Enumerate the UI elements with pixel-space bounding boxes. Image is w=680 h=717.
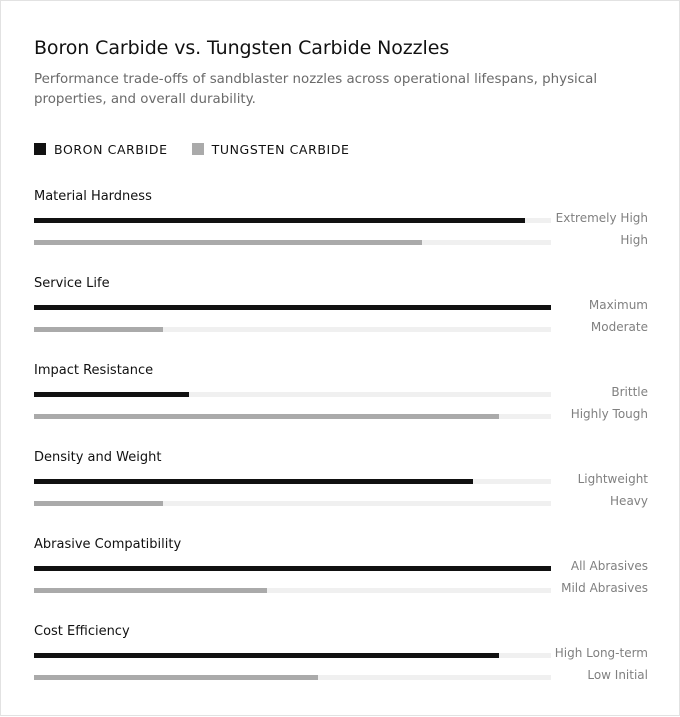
metric-label-impact-resistance: Impact Resistance xyxy=(34,363,154,378)
value-label-material-hardness-boron-carbide: Extremely High xyxy=(555,211,648,225)
bar-cost-efficiency-boron-carbide xyxy=(34,653,499,658)
value-label-density-and-weight-tungsten-carbide: Heavy xyxy=(610,494,648,508)
bar-track-impact-resistance-boron-carbide xyxy=(34,392,551,397)
value-label-abrasive-compatibility-boron-carbide: All Abrasives xyxy=(570,559,648,573)
bar-track-density-and-weight-tungsten-carbide xyxy=(34,501,551,506)
metric-label-material-hardness: Material Hardness xyxy=(34,189,152,204)
chart-title: Boron Carbide vs. Tungsten Carbide Nozzles xyxy=(34,37,450,59)
value-label-service-life-tungsten-carbide: Moderate xyxy=(590,320,648,334)
metric-label-density-and-weight: Density and Weight xyxy=(34,450,162,465)
bar-impact-resistance-tungsten-carbide xyxy=(34,414,499,419)
bar-track-service-life-boron-carbide xyxy=(34,305,551,310)
bar-cost-efficiency-tungsten-carbide xyxy=(34,675,318,680)
metric-label-abrasive-compatibility: Abrasive Compatibility xyxy=(34,537,182,552)
bar-abrasive-compatibility-boron-carbide xyxy=(34,566,551,571)
chart-subtitle: Performance trade-offs of sandblaster nozzles across operational lifespans, physical properties, and overall durability. xyxy=(34,72,598,107)
legend-label-boron-carbide: BORON CARBIDE xyxy=(54,141,168,157)
metric-label-cost-efficiency: Cost Efficiency xyxy=(34,624,130,639)
legend-label-tungsten-carbide: TUNGSTEN CARBIDE xyxy=(211,141,350,157)
bar-track-cost-efficiency-boron-carbide xyxy=(34,653,551,658)
bar-material-hardness-boron-carbide xyxy=(34,218,525,223)
bar-density-and-weight-boron-carbide xyxy=(34,479,473,484)
value-label-abrasive-compatibility-tungsten-carbide: Mild Abrasives xyxy=(561,581,648,595)
bar-track-density-and-weight-boron-carbide xyxy=(34,479,551,484)
value-label-density-and-weight-boron-carbide: Lightweight xyxy=(577,472,648,486)
bar-material-hardness-tungsten-carbide xyxy=(34,240,422,245)
bar-track-cost-efficiency-tungsten-carbide xyxy=(34,675,551,680)
bar-chart-area xyxy=(1,1,680,717)
bar-track-material-hardness-tungsten-carbide xyxy=(34,240,551,245)
bar-service-life-boron-carbide xyxy=(34,305,551,310)
value-label-material-hardness-tungsten-carbide: High xyxy=(620,233,648,247)
value-label-impact-resistance-boron-carbide: Brittle xyxy=(611,385,648,399)
value-label-impact-resistance-tungsten-carbide: Highly Tough xyxy=(570,407,648,421)
bar-track-abrasive-compatibility-tungsten-carbide xyxy=(34,588,551,593)
metric-label-service-life: Service Life xyxy=(34,276,110,291)
bar-impact-resistance-boron-carbide xyxy=(34,392,189,397)
bar-track-material-hardness-boron-carbide xyxy=(34,218,551,223)
value-label-cost-efficiency-boron-carbide: High Long-term xyxy=(554,646,648,660)
bar-track-impact-resistance-tungsten-carbide xyxy=(34,414,551,419)
value-label-service-life-boron-carbide: Maximum xyxy=(588,298,648,312)
bar-service-life-tungsten-carbide xyxy=(34,327,163,332)
bar-track-abrasive-compatibility-boron-carbide xyxy=(34,566,551,571)
bar-abrasive-compatibility-tungsten-carbide xyxy=(34,588,267,593)
value-label-cost-efficiency-tungsten-carbide: Low Initial xyxy=(587,668,648,682)
bar-track-service-life-tungsten-carbide xyxy=(34,327,551,332)
bar-density-and-weight-tungsten-carbide xyxy=(34,501,163,506)
